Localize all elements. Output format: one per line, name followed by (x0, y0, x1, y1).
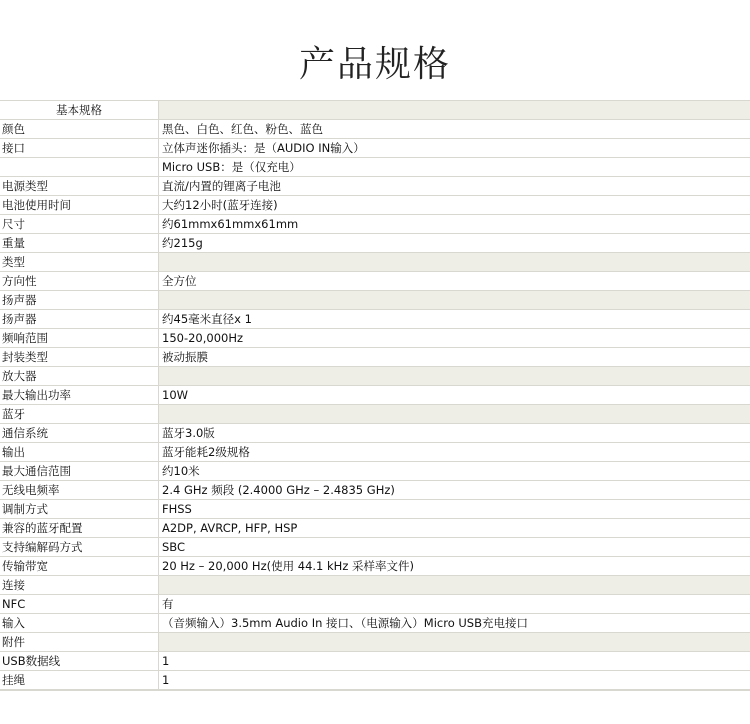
spec-value: 大约12小时(蓝牙连接) (159, 196, 750, 215)
spec-row (0, 652, 750, 671)
spec-value: 1 (159, 671, 750, 690)
spec-value (159, 576, 750, 595)
spec-value: SBC (159, 538, 750, 557)
spec-label: 尺寸 (0, 215, 159, 234)
spec-label: 输出 (0, 443, 159, 462)
spec-label: 挂绳 (0, 671, 159, 690)
spec-table-body (0, 101, 750, 690)
section-title: 附件 (0, 633, 159, 652)
spec-row (0, 215, 750, 234)
spec-value: 蓝牙能耗2级规格 (159, 443, 750, 462)
spec-row (0, 158, 750, 177)
spec-value: 150-20,000Hz (159, 329, 750, 348)
spec-row (0, 538, 750, 557)
spec-label: 最大通信范围 (0, 462, 159, 481)
spec-value (159, 405, 750, 424)
spec-row (0, 177, 750, 196)
spec-label: 通信系统 (0, 424, 159, 443)
spec-row (0, 481, 750, 500)
spec-label: 接口 (0, 139, 159, 158)
section-title: 类型 (0, 253, 159, 272)
spec-label: 扬声器 (0, 310, 159, 329)
spec-value (159, 253, 750, 272)
spec-section-row (0, 576, 750, 595)
section-title: 扬声器 (0, 291, 159, 310)
spec-value: 直流/内置的锂离子电池 (159, 177, 750, 196)
spec-label: 封装类型 (0, 348, 159, 367)
spec-row (0, 272, 750, 291)
spec-section-row (0, 253, 750, 272)
spec-value: 约61mmx61mmx61mm (159, 215, 750, 234)
spec-value: Micro USB：是（仅充电） (159, 158, 750, 177)
spec-value: A2DP, AVRCP, HFP, HSP (159, 519, 750, 538)
page-title: 产品规格 (298, 44, 451, 85)
spec-label: 重量 (0, 234, 159, 253)
spec-row (0, 557, 750, 576)
spec-label: 电池使用时间 (0, 196, 159, 215)
spec-label: 支持编解码方式 (0, 538, 159, 557)
spec-label: 传输带宽 (0, 557, 159, 576)
spec-label: 最大输出功率 (0, 386, 159, 405)
spec-row (0, 500, 750, 519)
spec-section-row (0, 291, 750, 310)
spec-value: 10W (159, 386, 750, 405)
spec-row (0, 519, 750, 538)
spec-row (0, 329, 750, 348)
spec-label: 无线电频率 (0, 481, 159, 500)
spec-value (159, 367, 750, 386)
spec-row (0, 386, 750, 405)
spec-label (0, 158, 159, 177)
spec-value: 2.4 GHz 频段 (2.4000 GHz – 2.4835 GHz) (159, 481, 750, 500)
spec-label: 输入 (0, 614, 159, 633)
spec-row (0, 120, 750, 139)
spec-value: 20 Hz – 20,000 Hz(使用 44.1 kHz 采样率文件) (159, 557, 750, 576)
spec-row (0, 234, 750, 253)
section-title: 蓝牙 (0, 405, 159, 424)
spec-value (159, 633, 750, 652)
spec-label: USB数据线 (0, 652, 159, 671)
spec-row (0, 614, 750, 633)
spec-label: 电源类型 (0, 177, 159, 196)
spec-label: 频响范围 (0, 329, 159, 348)
spec-label: NFC (0, 595, 159, 614)
spec-value: 黑色、白色、红色、粉色、蓝色 (159, 120, 750, 139)
spec-value: 立体声迷你插头：是（AUDIO IN输入） (159, 139, 750, 158)
spec-row (0, 196, 750, 215)
section-title: 基本规格 (0, 101, 159, 120)
spec-row (0, 310, 750, 329)
spec-label: 兼容的蓝牙配置 (0, 519, 159, 538)
table-bottom-divider (0, 690, 750, 691)
spec-label: 颜色 (0, 120, 159, 139)
spec-value: 约10米 (159, 462, 750, 481)
section-title: 连接 (0, 576, 159, 595)
spec-row (0, 671, 750, 690)
spec-value: FHSS (159, 500, 750, 519)
spec-label: 调制方式 (0, 500, 159, 519)
spec-table (0, 100, 750, 690)
spec-value: 约215g (159, 234, 750, 253)
spec-row (0, 139, 750, 158)
spec-value: 1 (159, 652, 750, 671)
spec-section-row (0, 405, 750, 424)
spec-row (0, 348, 750, 367)
spec-section-row (0, 367, 750, 386)
section-title: 放大器 (0, 367, 159, 386)
spec-section-row (0, 101, 750, 120)
spec-value (159, 291, 750, 310)
spec-label: 方向性 (0, 272, 159, 291)
spec-value: 有 (159, 595, 750, 614)
spec-value: 约45毫米直径x 1 (159, 310, 750, 329)
spec-value: 蓝牙3.0版 (159, 424, 750, 443)
spec-value: 全方位 (159, 272, 750, 291)
spec-section-row (0, 633, 750, 652)
spec-row (0, 462, 750, 481)
spec-value: 被动振膜 (159, 348, 750, 367)
spec-row (0, 424, 750, 443)
spec-value: （音频输入）3.5mm Audio In 接口、（电源输入）Micro USB充电接口 (159, 614, 750, 633)
spec-row (0, 443, 750, 462)
spec-row (0, 595, 750, 614)
spec-value (159, 101, 750, 120)
